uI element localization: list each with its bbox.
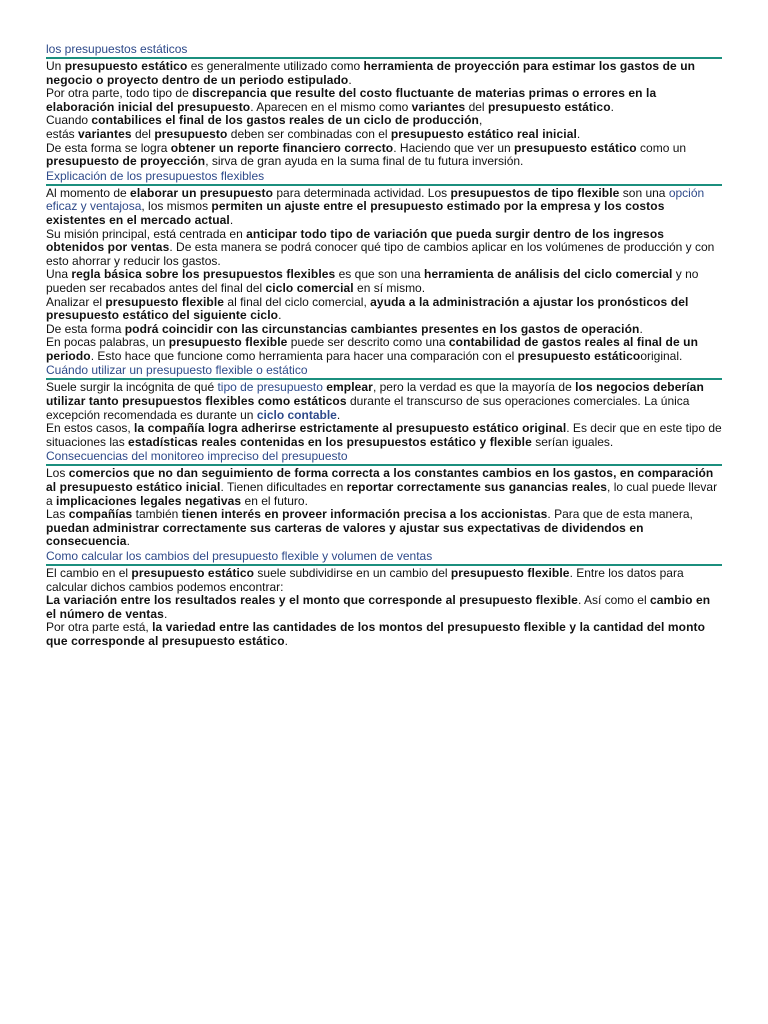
paragraph (46, 467, 722, 508)
bold-text: regla básica sobre los presupuestos flexibles (71, 267, 336, 282)
bold-text: presupuesto flexible (168, 335, 288, 350)
section-how-to-calculate (46, 549, 722, 649)
paragraph (46, 128, 722, 142)
inline-link[interactable]: tipo de presupuesto (217, 380, 323, 395)
bold-text: contabilidad de gastos reales al final de un periodo (46, 335, 699, 363)
text-run: y no pueden ser recabados antes del final del (46, 267, 699, 295)
text-run: . Aparecen en el mismo como (250, 99, 412, 114)
bold-text: La variación entre los resultados reales y el monto que corresponde al presupuesto flexible (46, 593, 578, 608)
paragraph (46, 187, 722, 228)
text-run: . Así como el (577, 593, 650, 608)
text-run: Analizar el (46, 294, 106, 309)
bold-text: ciclo comercial (265, 280, 354, 295)
text-run: Los (46, 466, 69, 481)
text-run: del (131, 126, 155, 141)
text-run: suele subdividirse en un cambio del (254, 566, 451, 580)
text-run: Una (46, 267, 72, 282)
paragraph (46, 87, 722, 114)
text-run: original. (640, 348, 683, 363)
bold-text: presupuesto flexible (105, 294, 225, 309)
text-run: . (229, 212, 234, 227)
bold-text: contabilices el final de los gastos reales de un ciclo de producción (91, 113, 479, 128)
section-content (46, 567, 722, 649)
paragraph (46, 268, 722, 295)
paragraph (46, 60, 722, 87)
text-run: . (639, 321, 643, 336)
text-run: son una (619, 185, 669, 200)
text-run: . Esto hace que funcione como herramienta para hacer una comparación con el (90, 348, 518, 363)
text-run: . Para que de esta manera, (547, 507, 693, 522)
bold-text: presupuestos de tipo flexible (450, 185, 620, 200)
paragraph (46, 323, 722, 337)
text-run: . Tienen dificultades en (220, 480, 347, 495)
inline-link[interactable]: ciclo contable (256, 407, 337, 422)
text-run: . (336, 407, 341, 422)
text-run: puede ser descrito como una (287, 335, 449, 350)
text-run: De esta forma (46, 321, 125, 336)
paragraph (46, 567, 722, 594)
bold-text: reportar correctamente sus ganancias reales (346, 480, 608, 495)
bold-text: presupuesto (154, 126, 228, 141)
text-run: Por otra parte está, (46, 620, 153, 635)
text-run: De esta forma se logra (46, 140, 171, 155)
section-content (46, 60, 722, 169)
text-run: . Entre los datos para calcular dichos cambios podemos encontrar: (46, 566, 684, 594)
section-static-budgets (46, 42, 722, 169)
bold-text: presupuesto de proyección (46, 154, 206, 169)
bold-text: permiten un ajuste entre el presupuesto estimado por la empresa y los costos existentes en el mercado actual (46, 199, 665, 227)
text-run: , (478, 113, 483, 128)
text-run: Por otra parte, todo tipo de (46, 86, 193, 101)
bold-text: presupuesto flexible (450, 566, 570, 580)
bold-text: herramienta de proyección para estimar los gastos de un negocio o proyecto dentro de un periodo estipulado (46, 59, 696, 87)
text-run: . (610, 99, 614, 114)
text-run: en el futuro. (241, 493, 308, 508)
paragraph (46, 296, 722, 323)
bold-text: tienen interés en proveer información precisa a los accionistas (181, 507, 548, 522)
bold-text: emplear (326, 380, 373, 395)
document-body (46, 42, 722, 649)
section-content (46, 381, 722, 449)
text-run: El cambio en el (46, 566, 132, 580)
bold-text: presupuesto estático (514, 140, 637, 155)
paragraph (46, 336, 722, 363)
text-run: . Es decir que en este tipo de situaciones las (46, 421, 722, 449)
bold-text: presupuesto estático (487, 99, 611, 114)
text-run: , sirva de gran ayuda en la suma final de tu futura inversión. (205, 154, 524, 169)
section-heading: Como calcular los cambios del presupuesto flexible y volumen de ventas (46, 549, 722, 566)
paragraph (46, 381, 722, 422)
text-run: como un (636, 140, 687, 155)
paragraph (46, 594, 722, 621)
text-run: Cuando (46, 113, 92, 128)
paragraph (46, 508, 722, 549)
bold-text: puedan administrar correctamente sus carteras de valores y ajustar sus expectativas de dividendos en consecuencia (46, 520, 644, 549)
paragraph (46, 142, 722, 169)
text-run: , los mismos (141, 199, 212, 214)
text-run: es generalmente utilizado como (187, 59, 364, 73)
section-heading: Consecuencias del monitoreo impreciso del presupuesto (46, 449, 722, 466)
text-run: . (278, 308, 282, 323)
bold-text: compañías (68, 507, 133, 522)
text-run: también (132, 507, 182, 522)
text-run: durante el transcurso de sus operaciones comerciales. La única excepción recomendada es durante un (46, 394, 690, 422)
text-run: Las (46, 507, 69, 522)
bold-text: variantes (411, 99, 466, 114)
text-run: estás (46, 126, 79, 141)
text-run: . (126, 534, 130, 549)
bold-text: estadísticas reales contenidas en los presupuestos estático y flexible (128, 434, 532, 449)
bold-text: los negocios deberían utilizar tanto presupuestos flexibles como estáticos (46, 380, 704, 409)
text-run: Suele surgir la incógnita de qué (46, 380, 218, 395)
bold-text: presupuesto estático (517, 348, 641, 363)
bold-text: implicaciones legales negativas (56, 493, 242, 508)
text-run: Su misión principal, está centrada en (46, 226, 247, 241)
bold-text: presupuesto estático (64, 59, 188, 73)
inline-link[interactable]: opción eficaz y ventajosa (46, 185, 705, 214)
text-run: Al momento de (46, 185, 131, 200)
section-heading: Cuándo utilizar un presupuesto flexible o estático (46, 363, 722, 380)
section-when-to-use (46, 363, 722, 449)
paragraph (46, 422, 722, 449)
bold-text: anticipar todo tipo de variación que pueda surgir dentro de los ingresos obtenidos por ventas (46, 226, 665, 255)
bold-text: ayuda a la administración a ajustar los pronósticos del presupuesto estático del siguiente ciclo (46, 294, 689, 323)
text-run: . (348, 72, 352, 87)
text-run: en sí mismo. (353, 280, 426, 295)
section-heading: Explicación de los presupuestos flexibles (46, 169, 722, 186)
bold-text: herramienta de análisis del ciclo comercial (424, 267, 673, 282)
bold-text: cambio en el número de ventas (46, 593, 711, 621)
text-run: . (576, 126, 581, 141)
section-heading: los presupuestos estáticos (46, 42, 722, 59)
bold-text: la variedad entre las cantidades de los montos del presupuesto flexible y la cantidad del monto que corresponde al presupuesto estático (46, 620, 706, 648)
text-run: . De esta manera se podrá conocer qué tipo de cambios aplicar en los volúmenes de producción y con esto ahorrar y reducir los gastos. (46, 240, 715, 268)
text-run: serían iguales. (531, 434, 614, 449)
text-run: deben ser combinadas con el (227, 126, 391, 141)
text-run: es que son una (335, 267, 425, 282)
section-consequences (46, 449, 722, 549)
bold-text: podrá coincidir con las circunstancias cambiantes presentes en los gastos de operación (124, 321, 640, 336)
section-content (46, 187, 722, 364)
bold-text: elaborar un presupuesto (130, 185, 274, 200)
text-run: . (284, 633, 288, 648)
bold-text: presupuesto estático (131, 566, 255, 580)
text-run: del (465, 99, 488, 114)
bold-text: la compañía logra adherirse estrictamente al presupuesto estático original (134, 421, 567, 436)
bold-text: obtener un reporte financiero correcto (170, 140, 394, 155)
bold-text: discrepancia que resulte del costo fluctuante de materias primas o errores en la elaboración inicial del presupuesto (46, 86, 657, 114)
text-run: para determinada actividad. Los (273, 185, 451, 200)
text-run: En estos casos, (46, 421, 135, 436)
paragraph (46, 228, 722, 269)
section-flexible-budgets (46, 169, 722, 364)
paragraph (46, 621, 722, 648)
bold-text: presupuesto estático real inicial (390, 126, 577, 141)
section-content (46, 467, 722, 549)
text-run: Un (46, 59, 65, 73)
text-run: . Haciendo que ver un (393, 140, 514, 155)
text-run: , lo cual puede llevar a (46, 480, 718, 508)
text-run: . (163, 606, 168, 621)
text-run: al final del ciclo comercial, (224, 294, 371, 309)
text-run: En pocas palabras, un (46, 335, 169, 350)
paragraph (46, 114, 722, 128)
bold-text: variantes (78, 126, 132, 141)
bold-text: comercios que no dan seguimiento de forma correcta a los constantes cambios en los gastos, en comparación al presupuesto estático inicial (46, 466, 714, 495)
text-run: , pero la verdad es que la mayoría de (372, 380, 576, 395)
